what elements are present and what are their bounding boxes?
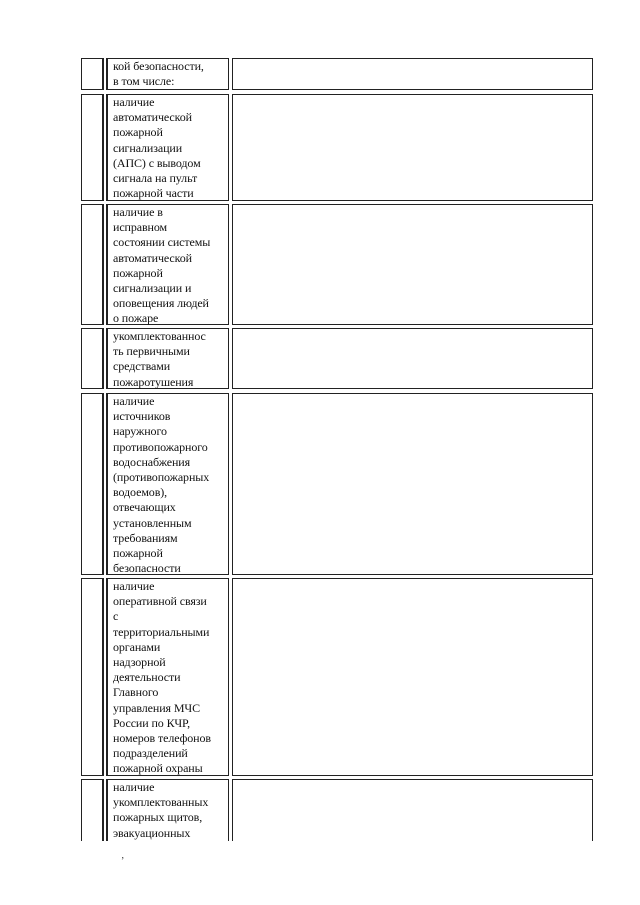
table-row <box>81 578 593 776</box>
row-number-cell <box>81 578 104 776</box>
criterion-cell <box>106 578 229 776</box>
row-number-cell <box>81 393 104 575</box>
row-number-cell <box>81 328 104 389</box>
criterion-text: наличие в исправном состоянии системы автоматической пожарной сигнализации и оповещения людей о пожаре <box>113 205 211 326</box>
criterion-text: наличие источников наружного противопожарного водоснабжения (противопожарных водоемов), отвечающих установленным требованиям пожарной безопасности <box>113 394 210 576</box>
value-cell <box>232 328 593 389</box>
table-row <box>81 328 593 389</box>
value-cell <box>232 58 593 90</box>
value-cell <box>232 578 593 776</box>
table-row <box>81 58 593 90</box>
scan-mark: ʼ <box>121 856 125 867</box>
table-row <box>81 94 593 201</box>
row-number-cell <box>81 58 104 90</box>
value-cell <box>232 393 593 575</box>
criterion-cell <box>106 393 229 575</box>
criterion-text: наличие оперативной связи с территориальными органами надзорной деятельности Главного управления МЧС России по КЧР, номеров телефонов подразделений пожарной охраны <box>113 579 211 776</box>
table-row <box>81 204 593 325</box>
criterion-cell <box>106 58 229 90</box>
row-number-cell <box>81 94 104 201</box>
value-cell <box>232 779 593 841</box>
row-number-cell <box>81 779 104 841</box>
value-cell <box>232 94 593 201</box>
table-row <box>81 779 593 841</box>
criterion-text: наличие автоматической пожарной сигнализации (АПС) с выводом сигнала на пульт пожарной части <box>113 95 201 201</box>
criterion-text: укомплектованнос ть первичными средствами пожаротушения <box>113 329 206 389</box>
table-row <box>81 393 593 575</box>
value-cell <box>232 204 593 325</box>
criterion-cell <box>106 779 229 841</box>
criterion-text: наличие укомплектованных пожарных щитов, эвакуационных <box>113 780 209 840</box>
criterion-cell <box>106 94 229 201</box>
criterion-text: кой безопасности, в том числе: <box>113 59 204 89</box>
criterion-cell <box>106 204 229 325</box>
row-number-cell <box>81 204 104 325</box>
criterion-cell <box>106 328 229 389</box>
